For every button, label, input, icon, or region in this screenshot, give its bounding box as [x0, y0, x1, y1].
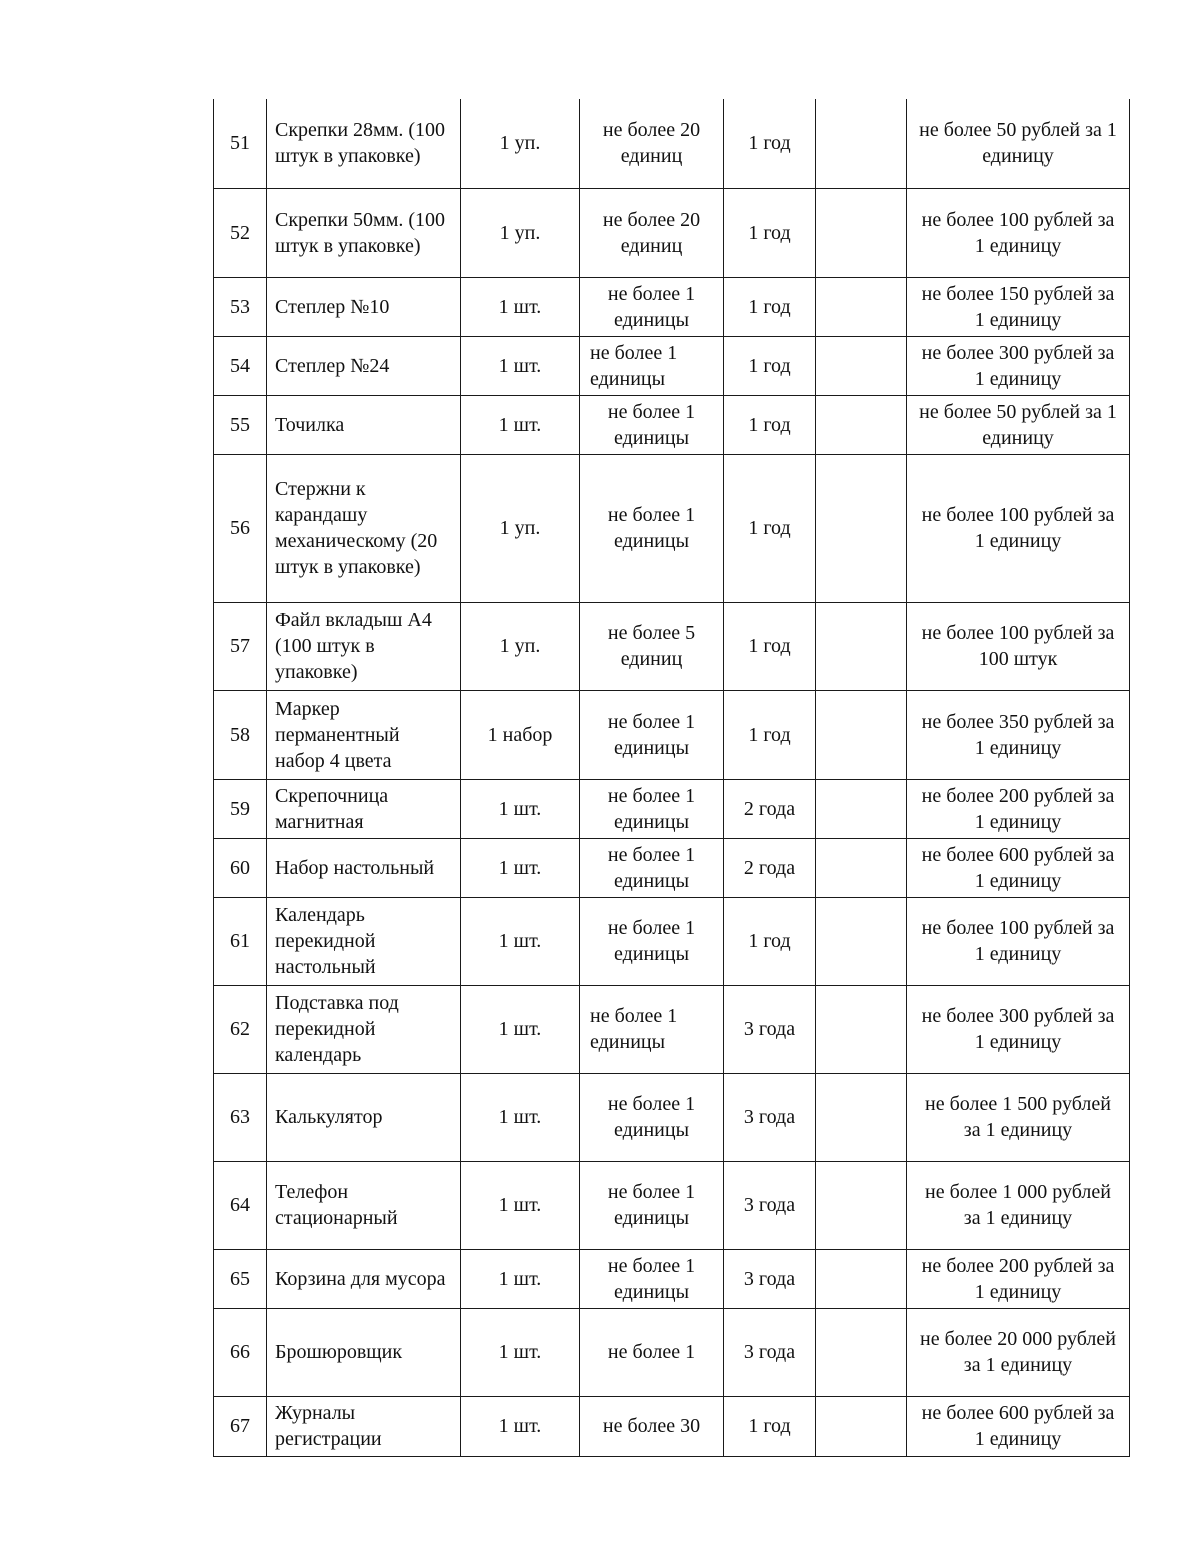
term-cell: 1 год	[724, 602, 816, 690]
unit-cell: 1 уп.	[461, 602, 580, 690]
quantity-cell: не более 1 единицы	[580, 897, 724, 985]
item-name-cell: Подставка под перекидной календарь	[267, 985, 461, 1073]
row-number-cell: 52	[214, 188, 267, 277]
table-row	[214, 1161, 1130, 1249]
item-name-cell: Файл вкладыш А4 (100 штук в упаковке)	[267, 602, 461, 690]
price-cell: не более 200 рублей за 1 единицу	[907, 1249, 1130, 1308]
quantity-cell: не более 1 единицы	[580, 395, 724, 454]
empty-cell	[816, 395, 907, 454]
term-cell: 3 года	[724, 1249, 816, 1308]
unit-cell: 1 шт.	[461, 838, 580, 897]
quantity-cell: не более 1 единицы	[580, 779, 724, 838]
empty-cell	[816, 897, 907, 985]
term-cell: 2 года	[724, 779, 816, 838]
quantity-cell: не более 5 единиц	[580, 602, 724, 690]
price-cell: не более 600 рублей за 1 единицу	[907, 1396, 1130, 1456]
empty-cell	[816, 985, 907, 1073]
price-cell: не более 100 рублей за 1 единицу	[907, 188, 1130, 277]
row-number-cell: 56	[214, 454, 267, 602]
term-cell: 1 год	[724, 188, 816, 277]
item-name-cell: Журналы регистрации	[267, 1396, 461, 1456]
price-cell: не более 50 рублей за 1 единицу	[907, 99, 1130, 188]
row-number-cell: 57	[214, 602, 267, 690]
term-cell: 3 года	[724, 1308, 816, 1396]
supply-norms-table	[213, 99, 1130, 1457]
row-number-cell: 54	[214, 336, 267, 395]
term-cell: 1 год	[724, 690, 816, 779]
price-cell: не более 20 000 рублей за 1 единицу	[907, 1308, 1130, 1396]
item-name-cell: Точилка	[267, 395, 461, 454]
item-name-cell: Календарь перекидной настольный	[267, 897, 461, 985]
term-cell: 1 год	[724, 454, 816, 602]
price-cell: не более 100 рублей за 100 штук	[907, 602, 1130, 690]
unit-cell: 1 шт.	[461, 985, 580, 1073]
quantity-cell: не более 1	[580, 1308, 724, 1396]
quantity-cell: не более 1 единицы	[580, 454, 724, 602]
item-name-cell: Степлер №10	[267, 277, 461, 336]
row-number-cell: 61	[214, 897, 267, 985]
empty-cell	[816, 277, 907, 336]
term-cell: 1 год	[724, 897, 816, 985]
row-number-cell: 64	[214, 1161, 267, 1249]
quantity-cell: не более 1 единицы	[580, 1161, 724, 1249]
empty-cell	[816, 336, 907, 395]
quantity-cell: не более 1 единицы	[580, 1073, 724, 1161]
unit-cell: 1 шт.	[461, 1161, 580, 1249]
table-row	[214, 99, 1130, 188]
empty-cell	[816, 1249, 907, 1308]
item-name-cell: Степлер №24	[267, 336, 461, 395]
row-number-cell: 63	[214, 1073, 267, 1161]
price-cell: не более 1 000 рублей за 1 единицу	[907, 1161, 1130, 1249]
term-cell: 3 года	[724, 1073, 816, 1161]
unit-cell: 1 шт.	[461, 395, 580, 454]
empty-cell	[816, 188, 907, 277]
price-cell: не более 100 рублей за 1 единицу	[907, 897, 1130, 985]
unit-cell: 1 набор	[461, 690, 580, 779]
table-row	[214, 277, 1130, 336]
empty-cell	[816, 838, 907, 897]
unit-cell: 1 шт.	[461, 897, 580, 985]
price-cell: не более 300 рублей за 1 единицу	[907, 985, 1130, 1073]
empty-cell	[816, 1073, 907, 1161]
unit-cell: 1 уп.	[461, 99, 580, 188]
table-row	[214, 454, 1130, 602]
table-row	[214, 690, 1130, 779]
term-cell: 1 год	[724, 277, 816, 336]
unit-cell: 1 шт.	[461, 1396, 580, 1456]
row-number-cell: 59	[214, 779, 267, 838]
table-row	[214, 1308, 1130, 1396]
empty-cell	[816, 602, 907, 690]
item-name-cell: Стержни к карандашу механическому (20 штук в упаковке)	[267, 454, 461, 602]
table-row	[214, 1396, 1130, 1456]
table-row	[214, 1073, 1130, 1161]
price-cell: не более 300 рублей за 1 единицу	[907, 336, 1130, 395]
quantity-cell: не более 1 единицы	[580, 690, 724, 779]
row-number-cell: 66	[214, 1308, 267, 1396]
item-name-cell: Корзина для мусора	[267, 1249, 461, 1308]
table-row	[214, 838, 1130, 897]
unit-cell: 1 уп.	[461, 454, 580, 602]
quantity-cell: не более 1 единицы	[580, 1249, 724, 1308]
empty-cell	[816, 1161, 907, 1249]
item-name-cell: Маркер перманентный набор 4 цвета	[267, 690, 461, 779]
empty-cell	[816, 1396, 907, 1456]
unit-cell: 1 шт.	[461, 336, 580, 395]
unit-cell: 1 шт.	[461, 1308, 580, 1396]
item-name-cell: Набор настольный	[267, 838, 461, 897]
price-cell: не более 350 рублей за 1 единицу	[907, 690, 1130, 779]
row-number-cell: 53	[214, 277, 267, 336]
term-cell: 2 года	[724, 838, 816, 897]
item-name-cell: Скрепочница магнитная	[267, 779, 461, 838]
quantity-cell: не более 1 единицы	[580, 336, 724, 395]
table-row	[214, 779, 1130, 838]
table-row	[214, 188, 1130, 277]
table-row	[214, 985, 1130, 1073]
empty-cell	[816, 779, 907, 838]
quantity-cell: не более 1 единицы	[580, 838, 724, 897]
term-cell: 1 год	[724, 395, 816, 454]
quantity-cell: не более 20 единиц	[580, 99, 724, 188]
empty-cell	[816, 1308, 907, 1396]
price-cell: не более 600 рублей за 1 единицу	[907, 838, 1130, 897]
term-cell: 3 года	[724, 985, 816, 1073]
table-row	[214, 1249, 1130, 1308]
row-number-cell: 67	[214, 1396, 267, 1456]
empty-cell	[816, 690, 907, 779]
row-number-cell: 60	[214, 838, 267, 897]
term-cell: 1 год	[724, 99, 816, 188]
row-number-cell: 65	[214, 1249, 267, 1308]
unit-cell: 1 шт.	[461, 1073, 580, 1161]
item-name-cell: Калькулятор	[267, 1073, 461, 1161]
quantity-cell: не более 20 единиц	[580, 188, 724, 277]
term-cell: 3 года	[724, 1161, 816, 1249]
table-row	[214, 897, 1130, 985]
term-cell: 1 год	[724, 336, 816, 395]
unit-cell: 1 уп.	[461, 188, 580, 277]
empty-cell	[816, 454, 907, 602]
quantity-cell: не более 1 единицы	[580, 985, 724, 1073]
term-cell: 1 год	[724, 1396, 816, 1456]
price-cell: не более 1 500 рублей за 1 единицу	[907, 1073, 1130, 1161]
item-name-cell: Брошюровщик	[267, 1308, 461, 1396]
row-number-cell: 58	[214, 690, 267, 779]
unit-cell: 1 шт.	[461, 277, 580, 336]
table-body	[214, 99, 1130, 1456]
row-number-cell: 51	[214, 99, 267, 188]
quantity-cell: не более 30	[580, 1396, 724, 1456]
row-number-cell: 62	[214, 985, 267, 1073]
unit-cell: 1 шт.	[461, 1249, 580, 1308]
unit-cell: 1 шт.	[461, 779, 580, 838]
empty-cell	[816, 99, 907, 188]
table-row	[214, 602, 1130, 690]
price-cell: не более 50 рублей за 1 единицу	[907, 395, 1130, 454]
price-cell: не более 100 рублей за 1 единицу	[907, 454, 1130, 602]
table-row	[214, 336, 1130, 395]
price-cell: не более 150 рублей за 1 единицу	[907, 277, 1130, 336]
quantity-cell: не более 1 единицы	[580, 277, 724, 336]
table-row	[214, 395, 1130, 454]
item-name-cell: Скрепки 28мм. (100 штук в упаковке)	[267, 99, 461, 188]
item-name-cell: Скрепки 50мм. (100 штук в упаковке)	[267, 188, 461, 277]
row-number-cell: 55	[214, 395, 267, 454]
item-name-cell: Телефон стационарный	[267, 1161, 461, 1249]
price-cell: не более 200 рублей за 1 единицу	[907, 779, 1130, 838]
